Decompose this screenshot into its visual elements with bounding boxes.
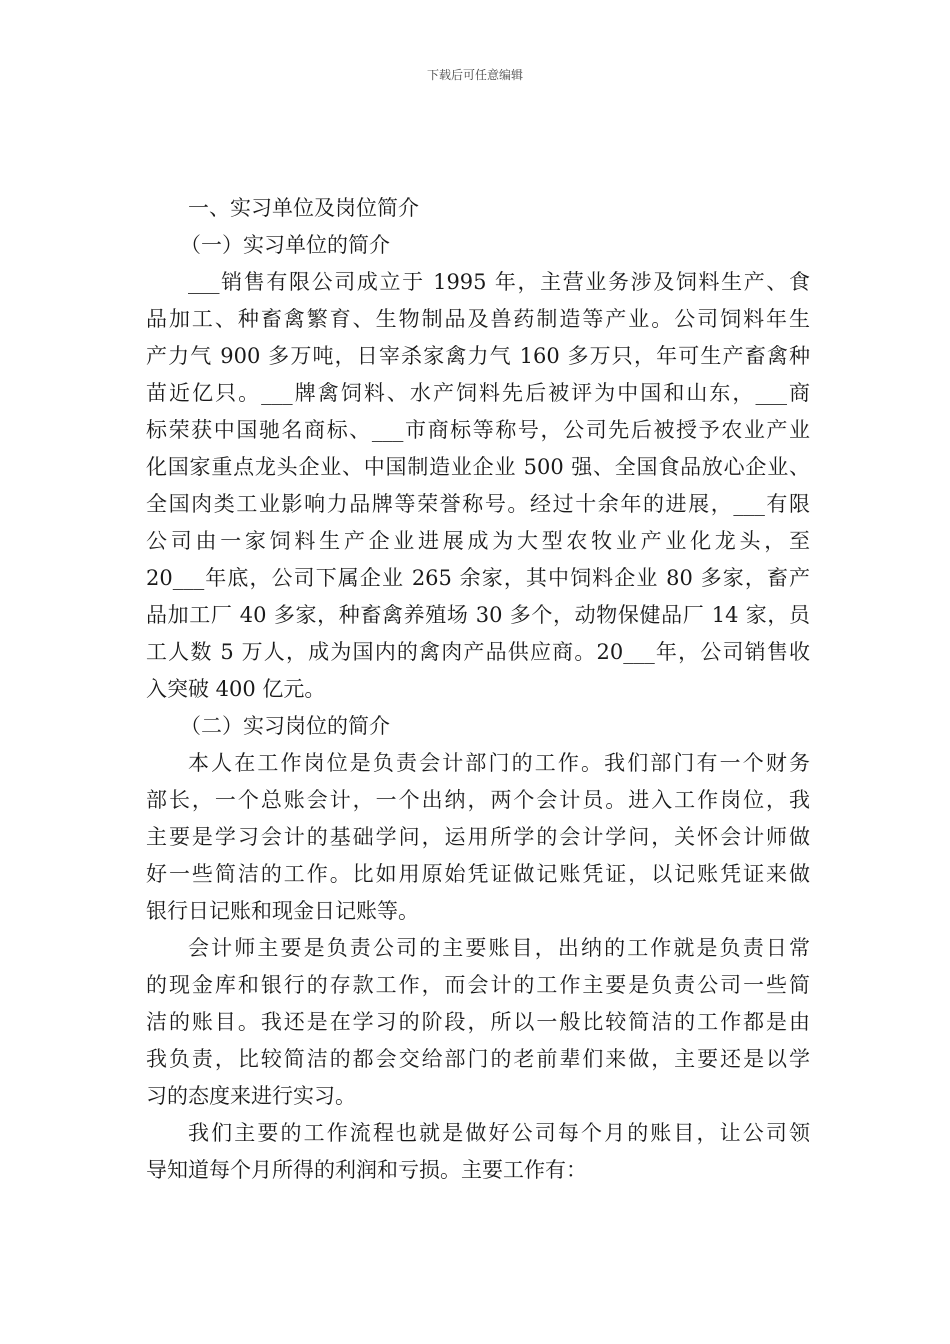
text-line: 本人在工作岗位是负责会计部门的工作。我们部门有一个财务 bbox=[188, 751, 810, 775]
text-line: 会计师主要是负责公司的主要账目，出纳的工作就是负责日常 bbox=[188, 936, 810, 960]
paragraph bbox=[146, 930, 810, 1115]
text-line: 导知道每个月所得的利润和亏损。主要工作有： bbox=[146, 1158, 587, 1182]
paragraph bbox=[146, 745, 810, 930]
text-line: 我负责，比较简洁的都会交给部门的老前辈们来做，主要还是以学 bbox=[146, 1047, 810, 1071]
text-line: 部长，一个总账会计，一个出纳，两个会计员。进入工作岗位，我 bbox=[146, 788, 810, 812]
text-line: 全国肉类工业影响力品牌等荣誉称号。经过十余年的进展，___有限 bbox=[146, 492, 810, 516]
text-line: 工人数 5 万人，成为国内的禽肉产品供应商。20___年，公司销售收 bbox=[146, 640, 810, 664]
text-line: 产力气 900 多万吨，日宰杀家禽力气 160 多万只，年可生产畜禽种 bbox=[146, 344, 810, 368]
text-line: 洁的账目。我还是在学习的阶段，所以一般比较简洁的工作都是由 bbox=[146, 1010, 810, 1034]
page-header: 下载后可任意编辑 bbox=[426, 68, 523, 82]
text-line: 20___年底，公司下属企业 265 余家，其中饲料企业 80 多家，畜产 bbox=[146, 566, 810, 590]
text-line: 的现金库和银行的存款工作，而会计的工作主要是负责公司一些简 bbox=[146, 973, 810, 997]
text-line: ___销售有限公司成立于 1995 年，主营业务涉及饲料生产、食 bbox=[188, 270, 810, 294]
text-line: 入突破 400 亿元。 bbox=[146, 677, 326, 701]
paragraph bbox=[146, 1115, 810, 1189]
text-line: 银行日记账和现金日记账等。 bbox=[146, 899, 419, 923]
text-line: 品加工厂 40 多家，种畜禽养殖场 30 多个，动物保健品厂 14 家，员 bbox=[146, 603, 810, 627]
text-line: 好一些简洁的工作。比如用原始凭证做记账凭证，以记账凭证来做 bbox=[146, 862, 810, 886]
subsection-heading: （一）实习单位的简介 bbox=[180, 233, 390, 257]
text-line: 我们主要的工作流程也就是做好公司每个月的账目，让公司领 bbox=[188, 1121, 810, 1145]
section-heading: 一、实习单位及岗位简介 bbox=[188, 196, 419, 220]
text-line: 习的态度来进行实习。 bbox=[146, 1084, 356, 1108]
text-line: 标荣获中国驰名商标、___市商标等称号，公司先后被授予农业产业 bbox=[146, 418, 810, 442]
subsection-heading: （二）实习岗位的简介 bbox=[180, 714, 390, 738]
text-line: 主要是学习会计的基础学问，运用所学的会计学问，关怀会计师做 bbox=[146, 825, 810, 849]
paragraph bbox=[146, 264, 810, 708]
text-line: 品加工、种畜禽繁育、生物制品及兽药制造等产业。公司饲料年生 bbox=[146, 307, 810, 331]
text-line: 化国家重点龙头企业、中国制造业企业 500 强、全国食品放心企业、 bbox=[146, 455, 810, 479]
text-line: 苗近亿只。___牌禽饲料、水产饲料先后被评为中国和山东，___商 bbox=[146, 381, 810, 405]
text-line: 公司由一家饲料生产企业进展成为大型农牧业产业化龙头，至 bbox=[146, 529, 810, 553]
document-body bbox=[146, 190, 810, 1189]
